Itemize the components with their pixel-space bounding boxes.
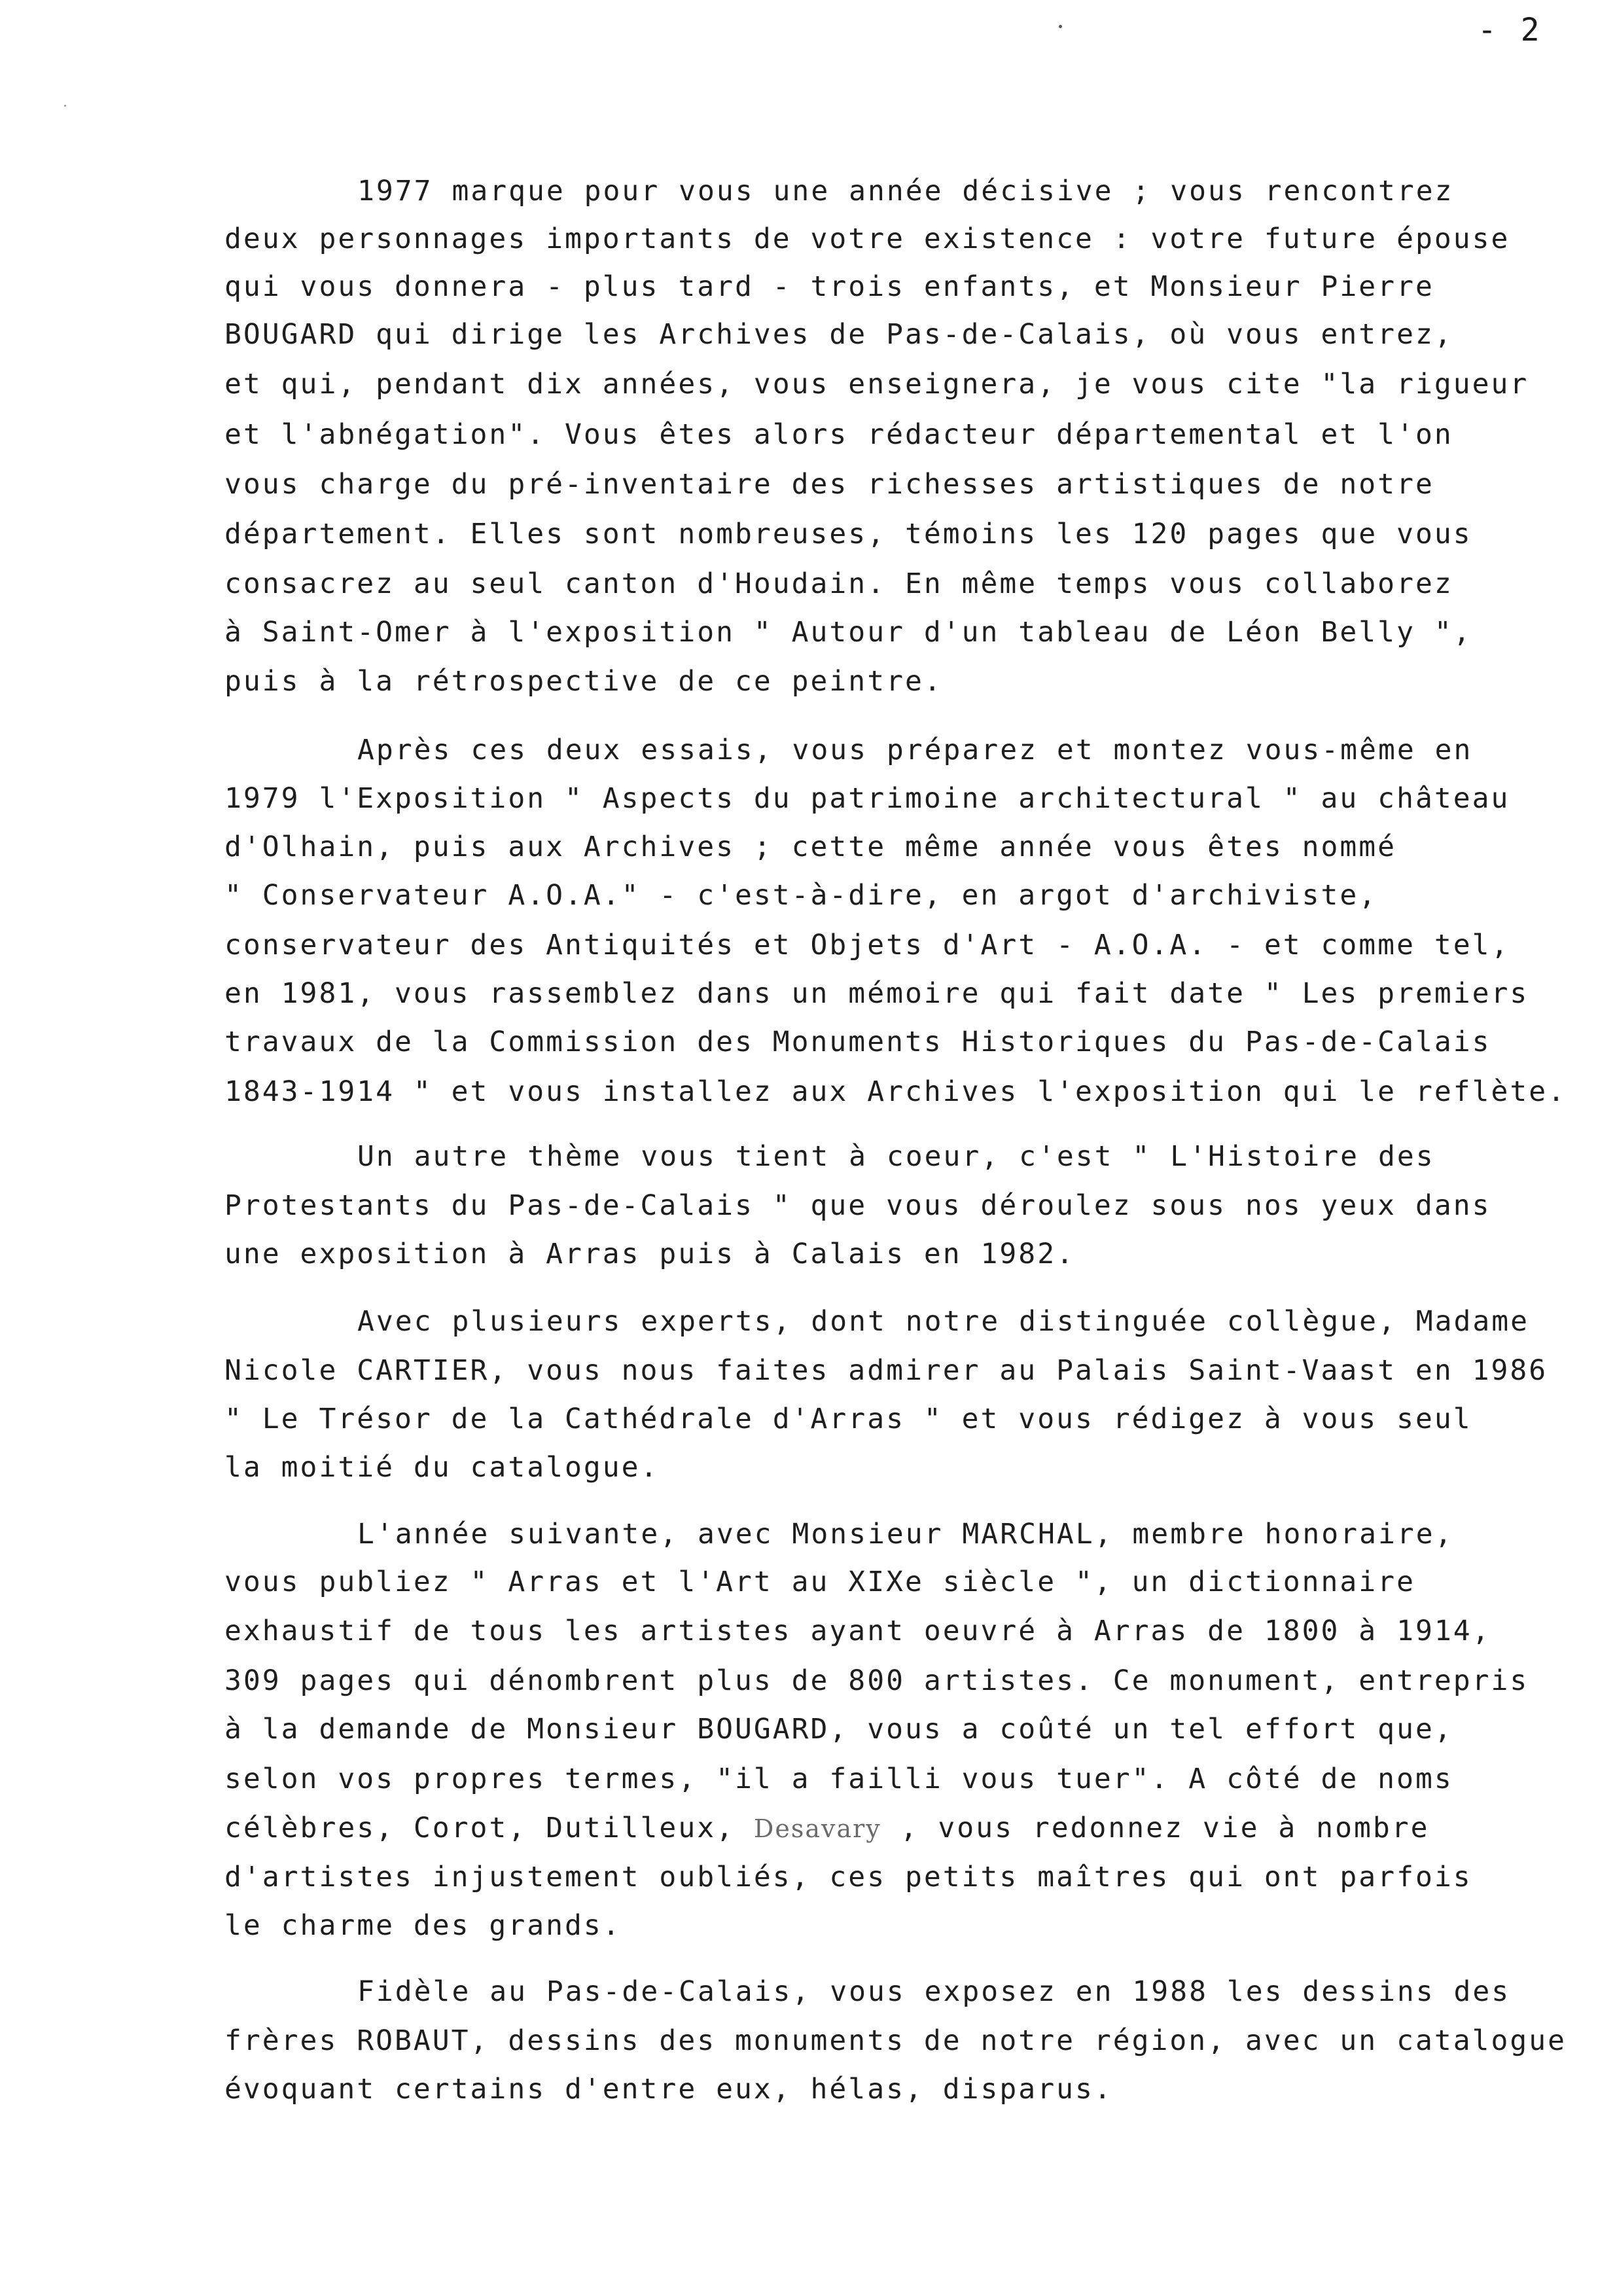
text-line: et l'abnégation". Vous êtes alors rédacteur départemental et l'on bbox=[224, 418, 1453, 451]
text-line: " Le Trésor de la Cathédrale d'Arras " et vous rédigez à vous seul bbox=[224, 1403, 1472, 1435]
text-line: 1977 marque pour vous une année décisive ; vous rencontrez bbox=[357, 175, 1454, 207]
text-line: d'Olhain, puis aux Archives ; cette même année vous êtes nommé bbox=[224, 831, 1397, 863]
text-line: L'année suivante, avec Monsieur MARCHAL, membre honoraire, bbox=[357, 1518, 1454, 1551]
text-line: exhaustif de tous les artistes ayant oeuvré à Arras de 1800 à 1914, bbox=[224, 1615, 1491, 1647]
text-line: Après ces deux essais, vous préparez et montez vous-même en bbox=[357, 734, 1473, 766]
text-line: d'artistes injustement oubliés, ces petits maîtres qui ont parfois bbox=[224, 1861, 1472, 1893]
text-line: Fidèle au Pas-de-Calais, vous exposez en 1988 les dessins des bbox=[357, 1975, 1511, 2008]
text-line: le charme des grands. bbox=[224, 1909, 622, 1942]
text-line: " Conservateur A.O.A." - c'est-à-dire, en argot d'archiviste, bbox=[224, 879, 1378, 912]
text-line: une exposition à Arras puis à Calais en 1982. bbox=[224, 1238, 1075, 1270]
text-line: frères ROBAUT, dessins des monuments de notre région, avec un catalogue bbox=[224, 2024, 1567, 2057]
text-line: et qui, pendant dix années, vous enseignera, je vous cite "la rigueur bbox=[224, 368, 1529, 401]
text-segment: , vous redonnez vie à nombre bbox=[881, 1812, 1430, 1844]
text-line: 309 pages qui dénombrent plus de 800 artistes. Ce monument, entrepris bbox=[224, 1664, 1529, 1697]
text-line: à Saint-Omer à l'exposition " Autour d'un tableau de Léon Belly ", bbox=[224, 616, 1472, 649]
text-segment: célèbres, Corot, Dutilleux, bbox=[224, 1812, 754, 1844]
text-line: selon vos propres termes, "il a failli vous tuer". A côté de noms bbox=[224, 1763, 1453, 1795]
text-line: deux personnages importants de votre existence : votre future épouse bbox=[224, 223, 1510, 255]
text-line: à la demande de Monsieur BOUGARD, vous a coûté un tel effort que, bbox=[224, 1713, 1453, 1746]
text-line: Un autre thème vous tient à coeur, c'est " L'Histoire des bbox=[357, 1140, 1435, 1173]
text-line: la moitié du catalogue. bbox=[224, 1451, 660, 1484]
scan-speck bbox=[64, 105, 66, 107]
text-line: qui vous donnera - plus tard - trois enfants, et Monsieur Pierre bbox=[224, 270, 1434, 303]
text-line: évoquant certains d'entre eux, hélas, disparus. bbox=[224, 2073, 1113, 2106]
typed-insert-word: Desavary bbox=[753, 1814, 881, 1843]
text-line: conservateur des Antiquités et Objets d'Art - A.O.A. - et comme tel, bbox=[224, 929, 1510, 961]
text-line-with-insert bbox=[224, 1808, 1430, 1848]
text-line: puis à la rétrospective de ce peintre. bbox=[224, 665, 943, 698]
text-line: vous publiez " Arras et l'Art au XIXe siècle ", un dictionnaire bbox=[224, 1566, 1415, 1598]
text-line: Avec plusieurs experts, dont notre distinguée collègue, Madame bbox=[357, 1305, 1530, 1338]
text-line: 1979 l'Exposition " Aspects du patrimoine architectural " au château bbox=[224, 782, 1510, 815]
text-line: département. Elles sont nombreuses, témoins les 120 pages que vous bbox=[224, 518, 1472, 550]
text-line: vous charge du pré-inventaire des richesses artistiques de notre bbox=[224, 468, 1434, 501]
text-line: 1843-1914 " et vous installez aux Archives l'exposition qui le reflète. bbox=[224, 1075, 1567, 1108]
text-line: en 1981, vous rassemblez dans un mémoire qui fait date " Les premiers bbox=[224, 977, 1529, 1010]
text-line: Protestants du Pas-de-Calais " que vous déroulez sous nos yeux dans bbox=[224, 1189, 1491, 1222]
text-line: consacrez au seul canton d'Houdain. En même temps vous collaborez bbox=[224, 567, 1453, 600]
page-number: - 2 bbox=[1478, 12, 1542, 48]
scan-speck bbox=[1059, 25, 1062, 28]
text-line: travaux de la Commission des Monuments Historiques du Pas-de-Calais bbox=[224, 1026, 1491, 1058]
text-line: Nicole CARTIER, vous nous faites admirer au Palais Saint-Vaast en 1986 bbox=[224, 1354, 1548, 1387]
text-line: BOUGARD qui dirige les Archives de Pas-de-Calais, où vous entrez, bbox=[224, 318, 1453, 351]
